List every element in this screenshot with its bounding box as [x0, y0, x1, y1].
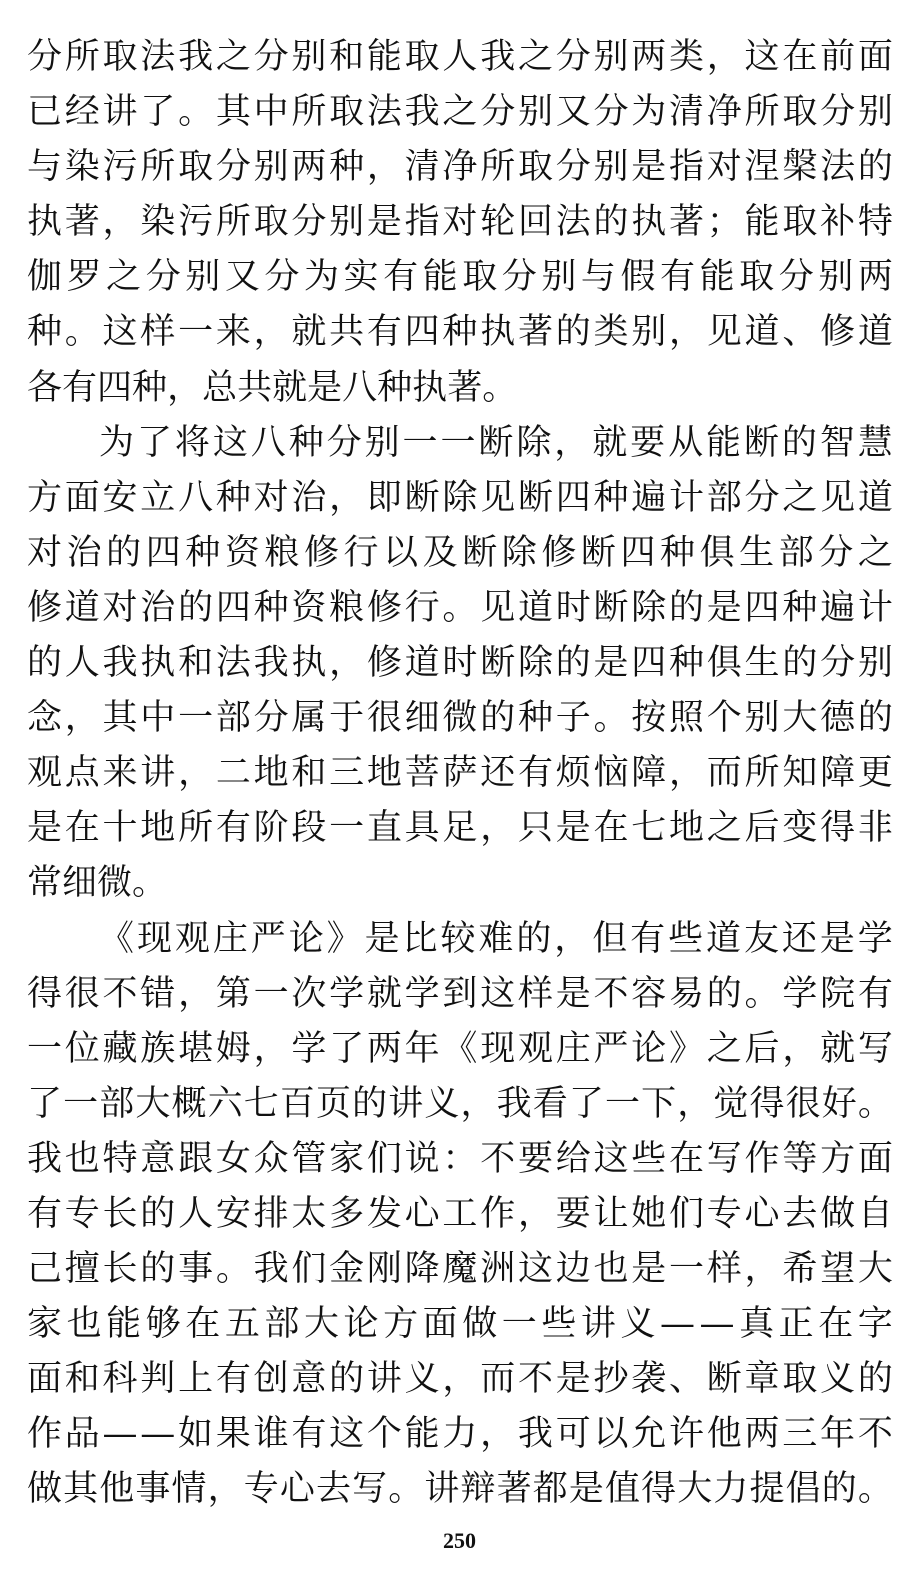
text-line: 各 有 四 种 ， 总 共 就 是 八 种 执 著 。	[27, 367, 518, 408]
text-line: 的 人 我 执 和 法 我 执 ， 修 道 时 断 除 的 是 四 种 俱 生 的 分 别	[27, 643, 893, 684]
text-line: 已 经 讲 了 。 其 中 所 取 法 我 之 分 别 又 分 为 清 净 所 取 分 别	[27, 92, 893, 133]
text-line: 观 点 来 讲 ， 二 地 和 三 地 菩 萨 还 有 烦 恼 障 ， 而 所 知 障 更	[27, 753, 893, 794]
text-line: 我 也 特 意 跟 女 众 管 家 们 说 ： 不 要 给 这 些 在 写 作 等 方 面	[27, 1138, 893, 1179]
text-line: 得 很 不 错 ， 第 一 次 学 就 学 到 这 样 是 不 容 易 的 。 学 院 有	[27, 973, 893, 1014]
text-line: 家 也 能 够 在 五 部 大 论 方 面 做 一 些 讲 义 — — 真 正 在 字	[27, 1304, 893, 1345]
text-line: 修 道 对 治 的 四 种 资 粮 修 行 。 见 道 时 断 除 的 是 四 种 遍 计	[27, 587, 893, 628]
text-line: 执 著 ， 染 污 所 取 分 别 是 指 对 轮 回 法 的 执 著 ； 能 取 补 特	[27, 202, 893, 243]
text-line: 是 在 十 地 所 有 阶 段 一 直 具 足 ， 只 是 在 七 地 之 后 变 得 非	[27, 808, 893, 849]
text-line: 做 其 他 事 情 ， 专 心 去 写 。 讲 辩 著 都 是 值 得 大 力 提 倡 的 。	[27, 1469, 893, 1510]
text-line: 《 现 观 庄 严 论 》 是 比 较 难 的 ， 但 有 些 道 友 还 是 学	[99, 918, 893, 959]
text-line: 种 。 这 样 一 来 ， 就 共 有 四 种 执 著 的 类 别 ， 见 道 、 修 道	[27, 312, 893, 353]
text-line: 作 品 — — 如 果 谁 有 这 个 能 力 ， 我 可 以 允 许 他 两 三 年 不	[27, 1414, 893, 1455]
text-line: 一 位 藏 族 堪 姆 ， 学 了 两 年 《 现 观 庄 严 论 》 之 后 ， 就 写	[27, 1028, 893, 1069]
text-line: 与 染 污 所 取 分 别 两 种 ， 清 净 所 取 分 别 是 指 对 涅 槃 法 的	[27, 147, 893, 188]
text-line: 为 了 将 这 八 种 分 别 一 一 断 除 ， 就 要 从 能 断 的 智 慧	[99, 422, 893, 463]
text-line: 伽 罗 之 分 别 又 分 为 实 有 能 取 分 别 与 假 有 能 取 分 别 两	[27, 257, 893, 298]
page-number: 250	[443, 1528, 476, 1553]
body-text	[27, 30, 893, 1518]
text-line: 念 ， 其 中 一 部 分 属 于 很 细 微 的 种 子 。 按 照 个 别 大 德 的	[27, 698, 893, 739]
text-line: 面 和 科 判 上 有 创 意 的 讲 义 ， 而 不 是 抄 袭 、 断 章 取 义 的	[27, 1359, 893, 1400]
text-line: 方 面 安 立 八 种 对 治 ， 即 断 除 见 断 四 种 遍 计 部 分 之 见 道	[27, 477, 893, 518]
text-line: 分 所 取 法 我 之 分 别 和 能 取 人 我 之 分 别 两 类 ， 这 在 前 面	[27, 37, 893, 77]
text-line: 对 治 的 四 种 资 粮 修 行 以 及 断 除 修 断 四 种 俱 生 部 分 之	[27, 532, 893, 573]
text-line: 己 擅 长 的 事 。 我 们 金 刚 降 魔 洲 这 边 也 是 一 样 ， 希 望 大	[27, 1249, 893, 1290]
text-line: 有 专 长 的 人 安 排 太 多 发 心 工 作 ， 要 让 她 们 专 心 去 做 自	[27, 1193, 893, 1234]
text-line: 常 细 微 。	[27, 863, 168, 904]
text-line: 了 一 部 大 概 六 七 百 页 的 讲 义 ， 我 看 了 一 下 ， 觉 得 很 好 。	[27, 1083, 893, 1124]
